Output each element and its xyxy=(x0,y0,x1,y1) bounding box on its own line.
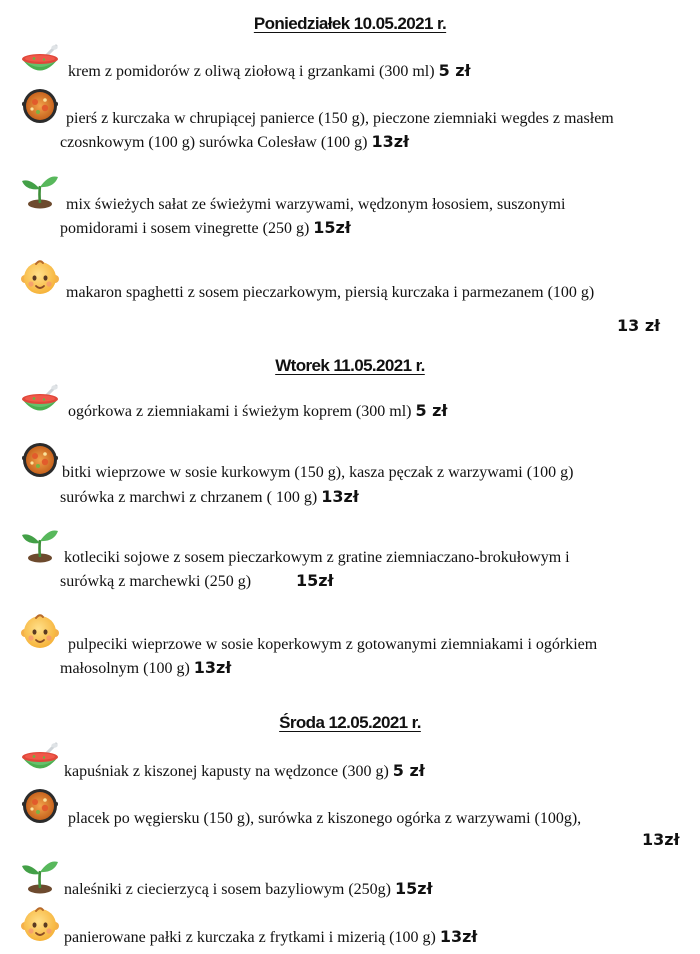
menu-item xyxy=(64,878,433,901)
day-title: Poniedziałek 10.05.2021 r. xyxy=(253,14,447,33)
item-description: pomidorami i sosem vinegrette (250 g) xyxy=(60,220,310,237)
item-description: kotleciki sojowe z sosem pieczarkowym z gratine ziemniaczano-brokułowym i xyxy=(64,549,570,566)
menu-item xyxy=(60,486,359,509)
baby-face-icon xyxy=(20,257,60,297)
item-description: ogórkowa z ziemniakami i świeżym koprem (300 ml) xyxy=(68,403,412,420)
item-price: 5 zł xyxy=(438,61,471,80)
soup-bowl-icon xyxy=(20,382,60,422)
item-description: krem z pomidorów z oliwą ziołową i grzankami (300 ml) xyxy=(68,63,435,80)
paella-pan-icon xyxy=(20,786,60,826)
item-description: czosnkowym (100 g) surówka Colesław (100 g) xyxy=(60,134,368,151)
menu-item xyxy=(60,657,231,680)
seedling-icon xyxy=(20,855,60,895)
item-description: pierś z kurczaka w chrupiącej panierce (150 g), pieczone ziemniaki wegdes z masłem xyxy=(66,110,614,127)
day-title: Wtorek 11.05.2021 r. xyxy=(275,356,425,375)
soup-bowl-icon xyxy=(20,42,60,82)
item-price: 15zł xyxy=(296,571,334,590)
day-title: Środa 12.05.2021 r. xyxy=(279,713,421,732)
item-description: placek po węgiersku (150 g), surówka z kiszonego ogórka z warzywami (100g), xyxy=(68,810,582,827)
item-price: 13zł xyxy=(193,658,232,677)
baby-face-icon xyxy=(20,611,60,651)
menu-item xyxy=(68,60,471,83)
paella-pan-icon xyxy=(20,440,60,480)
item-description: panierowane pałki z kurczaka z frytkami i mizerią (100 g) xyxy=(64,929,436,946)
seedling-icon xyxy=(20,170,60,210)
item-description: naleśniki z ciecierzycą i sosem bazyliowym (250g) xyxy=(64,881,391,898)
menu-item xyxy=(64,760,425,783)
item-description: mix świeżych sałat ze świeżymi warzywami, wędzonym łososiem, suszonymi xyxy=(66,196,566,213)
paella-pan-icon xyxy=(20,86,60,126)
item-description: bitki wieprzowe w sosie kurkowym (150 g), kasza pęczak z warzywami (100 g) xyxy=(62,464,574,481)
item-price: 13 zł xyxy=(617,316,661,335)
item-price: 13zł xyxy=(439,927,478,946)
menu-item xyxy=(68,400,447,423)
seedling-icon xyxy=(20,524,60,564)
item-price: 13zł xyxy=(321,487,359,506)
item-price: 13zł xyxy=(371,132,410,151)
baby-face-icon xyxy=(20,904,60,944)
item-description: małosolnym (100 g) xyxy=(60,660,190,677)
soup-bowl-icon xyxy=(20,740,60,780)
item-description: surówką z marchewki (250 g) xyxy=(60,573,252,590)
item-price: 5 zł xyxy=(392,761,425,780)
menu-item xyxy=(60,217,351,240)
item-price: 15zł xyxy=(313,218,351,237)
item-price: 13zł xyxy=(642,830,680,849)
item-description: makaron spaghetti z sosem pieczarkowym, piersią kurczaka i parmezanem (100 g) xyxy=(66,284,595,301)
menu-item xyxy=(64,926,477,949)
item-description: pulpeciki wieprzowe w sosie koperkowym z gotowanymi ziemniakami i ogórkiem xyxy=(68,636,598,653)
item-price: 5 zł xyxy=(415,401,448,420)
item-description: kapuśniak z kiszonej kapusty na wędzonce (300 g) xyxy=(64,763,389,780)
menu-item xyxy=(60,131,409,154)
item-price: 15zł xyxy=(395,879,433,898)
item-description: surówka z marchwi z chrzanem ( 100 g) xyxy=(60,489,318,506)
